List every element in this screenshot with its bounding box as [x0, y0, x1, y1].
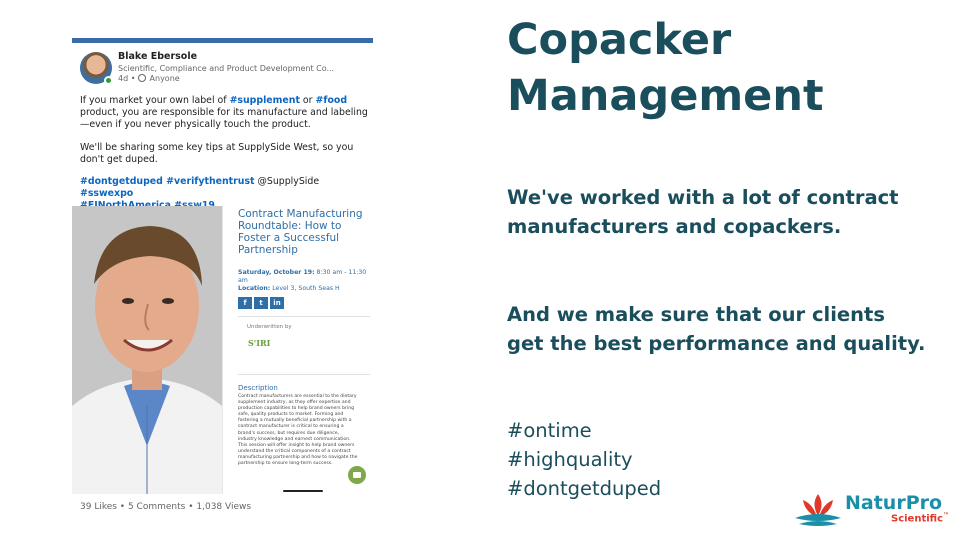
post-top-bar [72, 38, 373, 43]
slide-hashtags [507, 416, 661, 503]
post-paragraph-1: If you market your own label of #supplement or #food product, you are responsible for its manufacture and labeling—even if you never physically touch the product. [80, 95, 368, 130]
hashtag-item: #ontime [507, 419, 592, 442]
post-age: 4d • [118, 74, 138, 83]
scroll-indicator[interactable] [283, 490, 323, 492]
mention-link[interactable]: @SupplySide [254, 176, 320, 187]
logo-name: NaturPro [845, 492, 943, 514]
hashtag-item: #highquality [507, 448, 633, 471]
underwritten-label: Underwritten by [247, 324, 292, 330]
slide-headline [507, 12, 824, 124]
post-body [80, 95, 368, 177]
author-title: Scientific, Compliance and Product Development Co... [118, 64, 335, 73]
post-paragraph-2: We'll be sharing some key tips at SupplySide West, so you don't get duped. [80, 142, 354, 165]
headline-line-2: Management [507, 71, 824, 121]
slide-paragraph-2: And we make sure that our clients get the best performance and quality. [507, 303, 926, 355]
hashtag-link[interactable]: #sswexpo [80, 188, 134, 199]
slide-paragraph-1: We've worked with a lot of contract manufacturers and copackers. [507, 186, 899, 238]
description-heading: Description [238, 384, 278, 392]
online-status-icon [104, 76, 113, 85]
share-buttons [238, 297, 284, 309]
hashtag-item: #dontgetduped [507, 477, 662, 500]
author-name[interactable]: Blake Ebersole [118, 51, 198, 62]
speaker-photo-illustration [72, 206, 222, 494]
globe-icon [138, 74, 146, 82]
divider [238, 374, 370, 375]
hashtag-link[interactable]: #supplement [229, 95, 300, 106]
speaker-photo[interactable] [72, 206, 222, 494]
linkedin-share-button[interactable]: in [270, 297, 284, 309]
lotus-icon [793, 490, 843, 530]
divider [238, 316, 370, 317]
twitter-share-button[interactable]: t [254, 297, 268, 309]
post-meta [118, 74, 180, 83]
event-title[interactable]: Contract Manufacturing Roundtable: How to Foster a Successful Partnership [238, 208, 363, 256]
post-stats[interactable]: 39 Likes • 5 Comments • 1,038 Views [80, 502, 252, 512]
description-text: Contract manufacturers are essential to the dietary supplement industry, as they offer expertise and production capabilities to help brand owners bring safe, quality products to market. Forming and fostering a mutually beneficial partnership with a contract manufacturer is critical to ensuring a brand's success, but requires due diligence, industry knowledge and earnest communication. This session will offer insight to help brand owners understand the critical components of a contract manufacturing partnership and how to navigate the partnership to ensure long-term success. [238, 394, 358, 467]
naturpro-logo [793, 490, 953, 530]
headline-line-1: Copacker [507, 15, 732, 65]
post-audience: Anyone [149, 74, 180, 83]
event-panel [222, 206, 373, 494]
hashtag-link[interactable]: #food [315, 95, 348, 106]
facebook-share-button[interactable]: f [238, 297, 252, 309]
event-details: Saturday, October 19: 8:30 am - 11:30 am Location: Level 3, South Seas H [238, 269, 367, 292]
chat-icon[interactable] [348, 466, 366, 484]
hashtag-link[interactable]: #dontgetduped #verifythentrust [80, 176, 255, 187]
sponsor-logo[interactable]: S'IRI [248, 338, 271, 348]
logo-subtitle: Scientific™ [891, 512, 950, 525]
social-post-card [72, 38, 373, 520]
